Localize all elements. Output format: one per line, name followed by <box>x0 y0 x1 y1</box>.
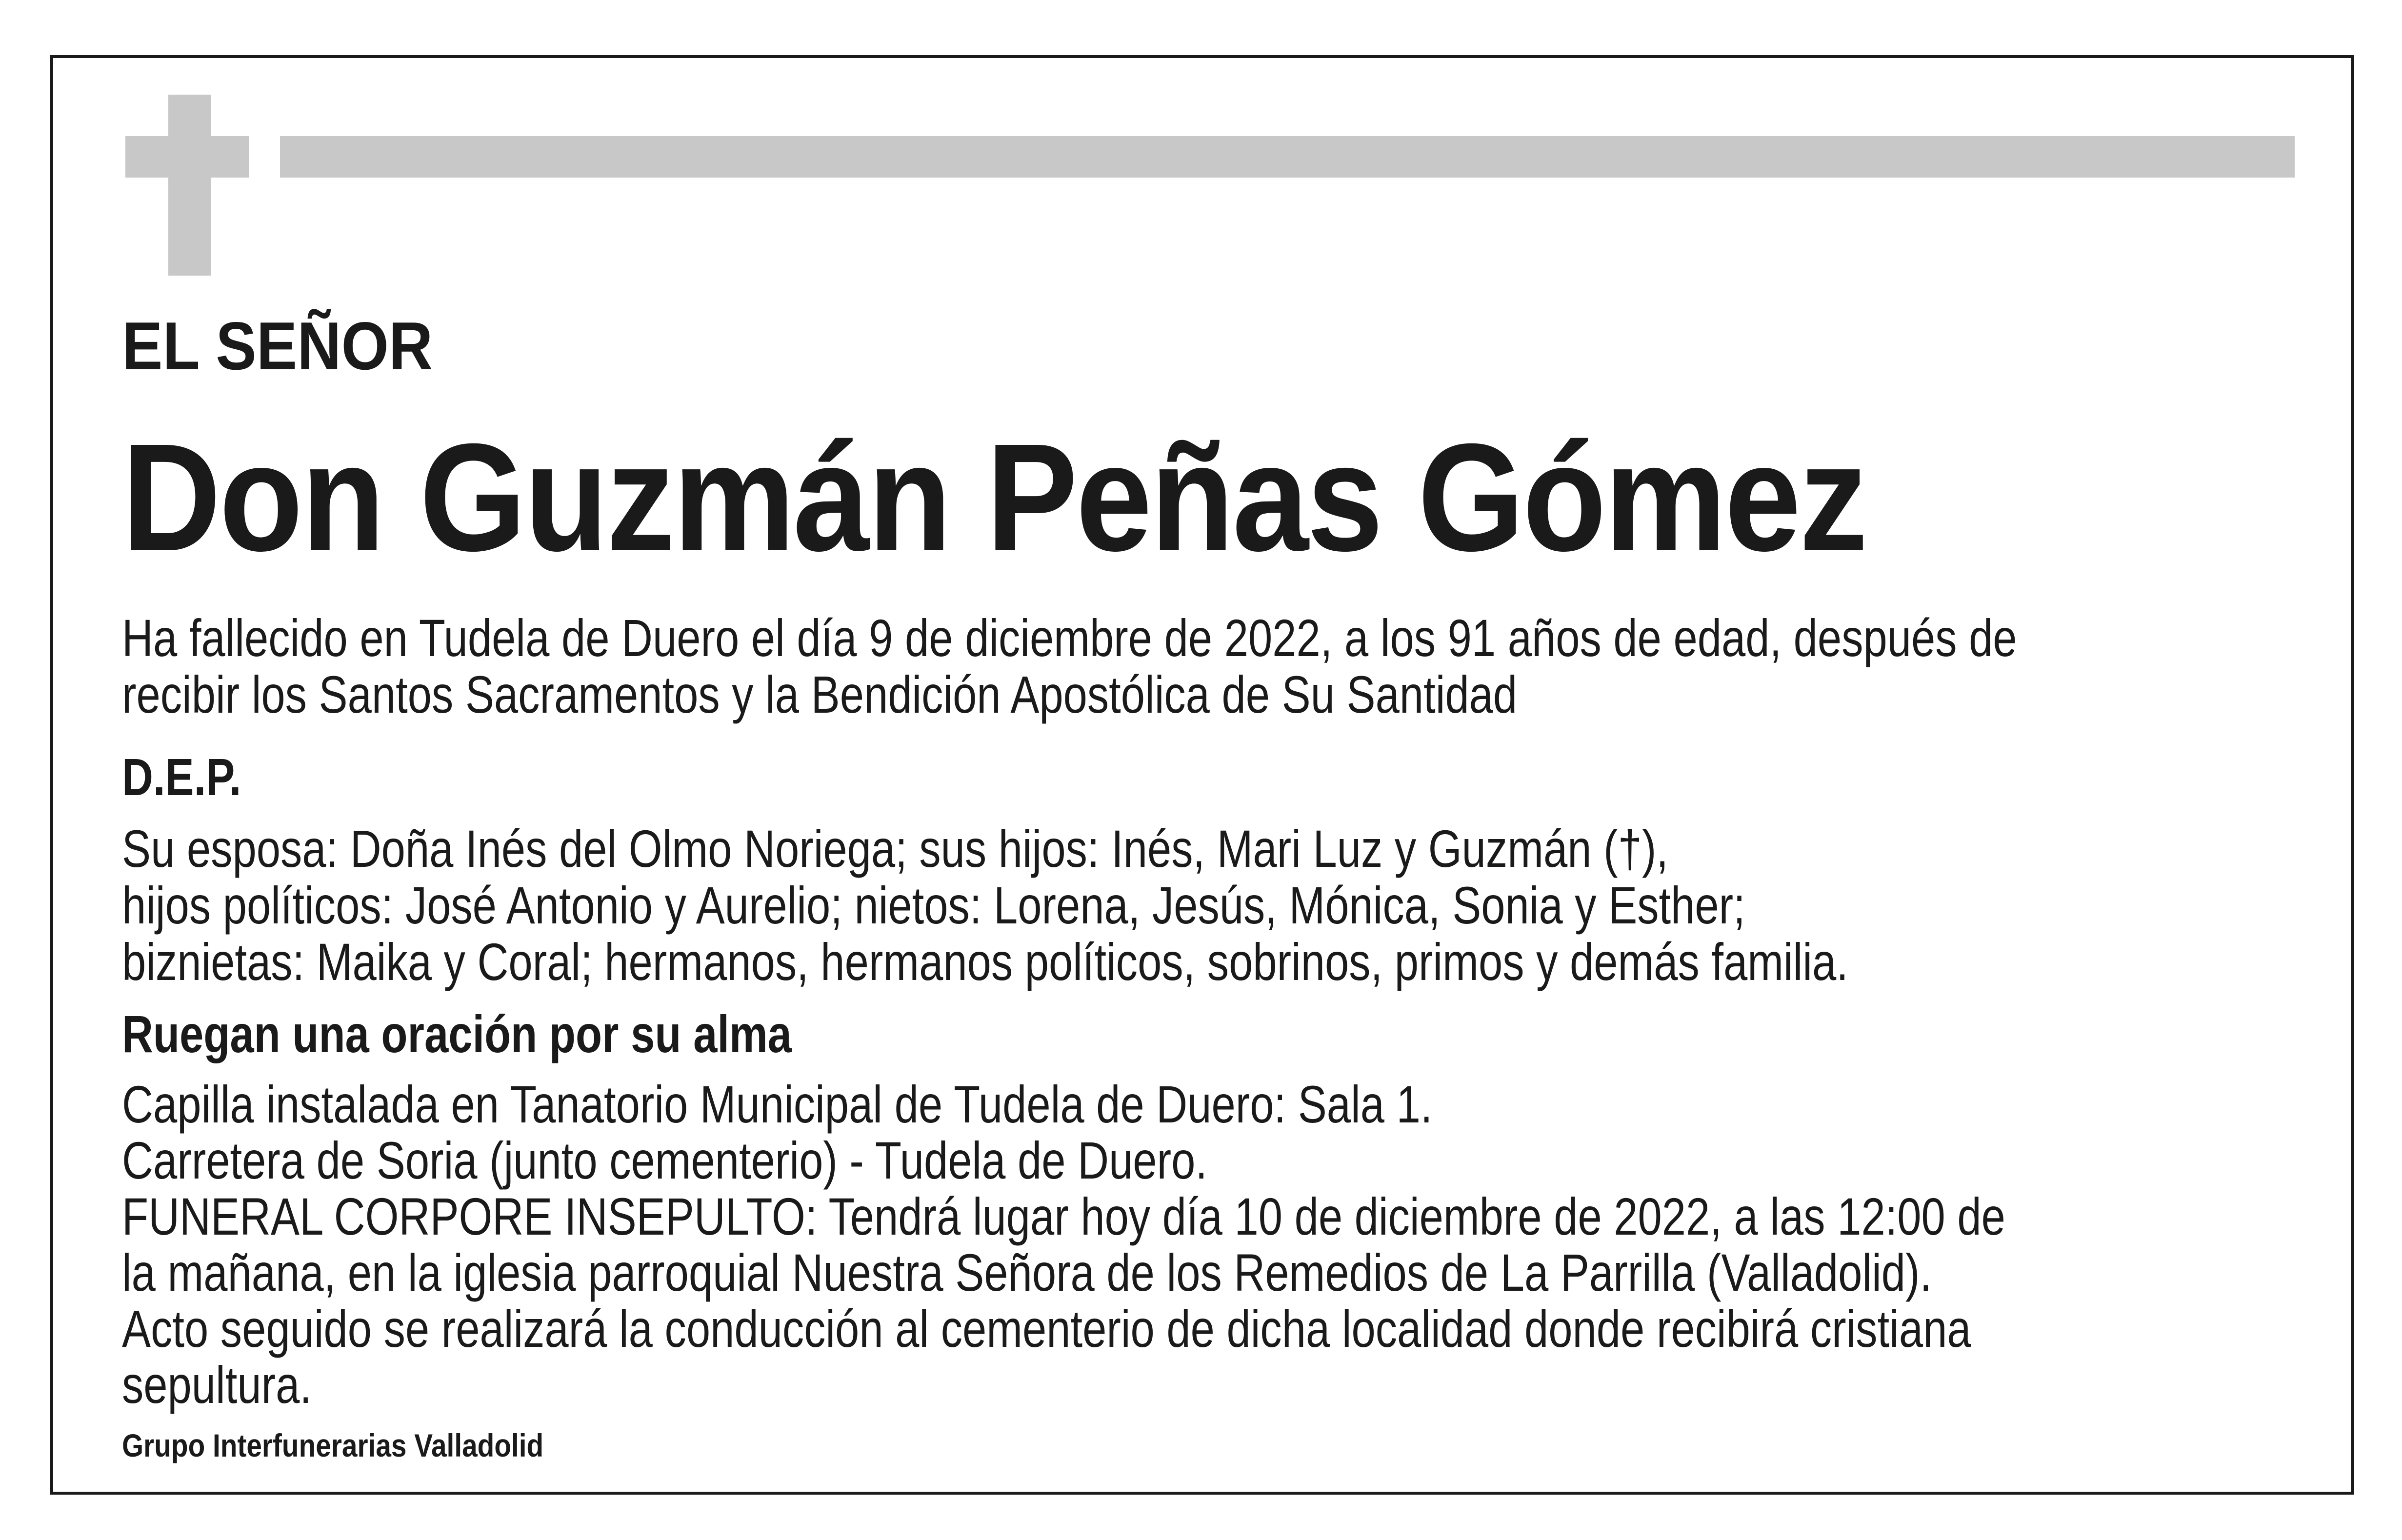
service-details <box>122 1076 2005 1413</box>
family-list <box>122 820 1848 990</box>
cross-icon-vertical <box>168 95 211 276</box>
cross-icon-horizontal <box>125 136 249 178</box>
service-line: Carretera de Soria (junto cementerio) - Tudela de Duero. <box>122 1131 1207 1190</box>
title-prefix: EL SEÑOR <box>122 308 433 384</box>
family-line: Su esposa: Doña Inés del Olmo Noriega; sus hijos: Inés, Mari Luz y Guzmán (†), <box>122 819 1668 878</box>
funeral-home: Grupo Interfunerarias Valladolid <box>122 1427 544 1463</box>
prayer-request: Ruegan una oración por su alma <box>122 1004 792 1063</box>
header-rule <box>280 136 2295 178</box>
deceased-name: Don Guzmán Peñas Gómez <box>122 412 1866 583</box>
announcement-line: recibir los Santos Sacramentos y la Bendición Apostólica de Su Santidad <box>122 665 1518 724</box>
announcement-line: Ha fallecido en Tudela de Duero el día 9 de diciembre de 2022, a los 91 años de edad, después de <box>122 608 2017 667</box>
family-line: hijos políticos: José Antonio y Aurelio; nietos: Lorena, Jesús, Mónica, Sonia y Esther; <box>122 876 1745 935</box>
service-line: sepultura. <box>122 1355 312 1414</box>
dep-label: D.E.P. <box>122 747 241 806</box>
family-line: biznietas: Maika y Coral; hermanos, hermanos políticos, sobrinos, primos y demás familia. <box>122 932 1848 991</box>
service-line: FUNERAL CORPORE INSEPULTO: Tendrá lugar hoy día 10 de diciembre de 2022, a las 12:00 de <box>122 1187 2005 1246</box>
service-line: Capilla instalada en Tanatorio Municipal de Tudela de Duero: Sala 1. <box>122 1075 1433 1134</box>
announcement <box>122 610 2017 723</box>
service-line: Acto seguido se realizará la conducción al cementerio de dicha localidad donde recibirá cristiana <box>122 1299 1971 1358</box>
service-line: la mañana, en la iglesia parroquial Nuestra Señora de los Remedios de La Parrilla (Valladolid). <box>122 1243 1932 1302</box>
